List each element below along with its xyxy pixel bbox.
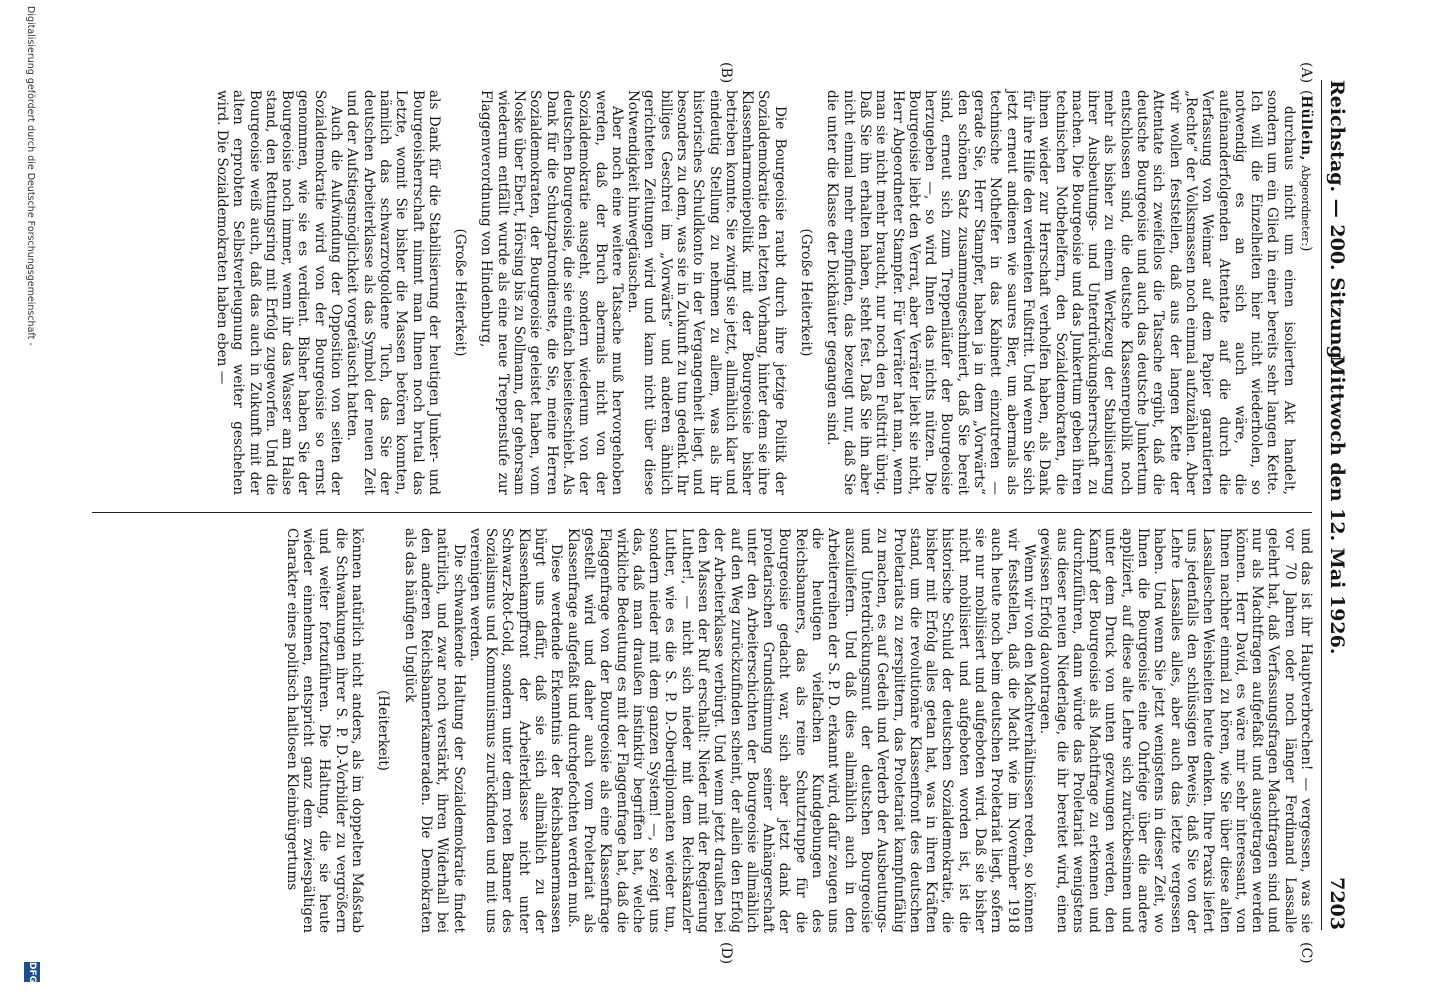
margin-letter-a: (A) [1298,62,1314,84]
running-head [1321,80,1350,930]
page-number: 7203 [1326,877,1348,930]
paragraph: Auch die Aufwindung der Opposition von seiten der Sozialdemokratie wird von der Bourgeoisie so ernst genommen, wie sie es verdient. Bisher haben Sie der Bourgeoisie noch immer, wenn ihr das Wasser am Halse stand, den Rettungsring mit Erfolg zugeworfen. Und die Bourgeoisie weiß auch, daß das auch in Zukunft mit der alten erprobten Selbstverleugnung weiter geschehen wird. Die Sozialdemokraten haben eben — [214,90,345,495]
speaker-line: (Hüllein, Abgeordneter:) [1298,90,1314,252]
paragraph: Aber noch eine weitere Tatsache muß hervorgehoben werden, daß der Bruch abermals nicht von der Sozialdemokratie ausgeht, sondern wiederum von der deutschen Bourgeoisie, die sie einfach beiseiteschiebt. Als Dank für die Schutzpatrondienste, die Sie, meine Herren Sozialdemokraten, der Bourgeoisie geleistet haben, vom Noske über Ebert, Hörsing bis zu Sollmann, der gehorsam wiederum entfällt wurde als eine neue Treppenstufe zur Flaggenverordnung von Hindenburg, [478,90,625,495]
paragraph: durchaus nicht um einen isolierten Akt handelt, sondern um ein Glied in einer bereits sehr langen Kette. Ich will die Einzelheiten hier nicht wiederholen, so notwendig es an sich auch wäre, die aufeinanderfolgenden Attentate auf die durch die Verfassung von Weimar auf dem Papier garantierten „Rechte“ der Volksmassen noch einmal aufzuzählen. Aber wir wollen feststellen, daß aus der langen Kette der Attentate sich zweifellos die Tatsache ergibt, daß die deutsche Bourgeoisie und auch das deutsche Junkertum entschlossen sind, die deutsche Klassenrepublik noch mehr als bisher zu einem Werkzeug der Stabilisierung ihrer Ausbeutungs- und Unterdrückungsherrschaft zu machen. Die Bourgeoisie und das Junkertum geben ihren technischen Notbehelfern, den Sozialdemokraten, die ihnen wieder zur Herrschaft verholfen haben, als Dank für ihre Hilfe den verdienten Fußtritt. Und wenn Sie sich jetzt erneut andienen wie saures Bier, um abermals als technische Nothelfer in das Kabinett einzutreten — gerade Sie, Herr Stampfer, haben ja in dem „Vorwärts“ den schönen Satz zusammengeschmiert, daß Sie bereit sind, erneut sich zum Treppenläufer der Bourgeoisie herzugeben —, so wird Ihnen das nichts nützen. Die Bourgeoisie liebt den Verrat, aber Verräter liebt sie nicht, Herr Abgeordneter Stampfer. Für Verräter hat man, wenn man sie nicht mehr braucht, nur noch den Fußtritt übrig. Daß Sie ihn erhalten haben, steht fest. Daß Sie ihn aber nicht einmal mehr empfinden, das bezeugt nur, daß Sie die unter die Klasse der Dickhäuter gegangen sind. [824,90,1297,495]
margin-letter-b: (B) [718,62,734,84]
left-column [214,90,1314,495]
paragraph: Die schwankende Haltung der Sozialdemokratie findet natürlich, und zwar noch verstärkt, ihren Widerhall bei den anderen Reichsbannerkameraden. Die Demokraten als das häufigen Unglück [401,528,467,933]
paragraph: als Dank für die Stabilisierung der heutigen Junker- und Bourgeoisherrschaft nimmt man Ihnen noch brutal das Letzte, womit Sie bisher die Massen betören konnten, nämlich das schwarzrotgoldene Tuch, das Sie der deutschen Arbeiterklasse als das Symbol der neuen Zeit und der Aufstiegsmöglichkeit vorgetäuscht hatten. [344,90,442,495]
paragraph: Diese werdende Erkenntnis der Reichsbannermassen bürgt uns dafür, daß sie sich allmählich zu der Klassenkampffront der Arbeiterklasse nicht unter Schwarz-Rot-Gold, sondern unter dem roten Banner des Sozialismus und Kommunismus zurückfinden und mit uns vereinigen werden. [466,528,565,933]
speaker-role: Abgeordneter: [1299,165,1312,247]
digitization-note [25,0,36,1000]
header-date: Mittwoch den 12. Mai 1926. [1326,355,1348,655]
interjection: (Heiterkeit) [375,690,392,771]
paragraph: Die Bourgeoisie raubt durch ihre jetzige Politik der Sozialdemokratie den letzten Vorhang, hinter dem sie ihre Klassenharmoniepolitik mit der Bourgeoisie bisher betrieben konnte. Sie zwingt sie jetzt, allmählich klar und eindeutig Stellung zu nehmen zu allem, was als ihr historisches Schuldkonto in der Vergangenheit liegt, und besonders zu dem, was sie in Zukunft zu tun gedenkt. Ihr billiges Geschrei im „Vorwärts“ und anderen ähnlich gerichteten Zeitungen wird und kann nicht über diese Notwendigkeit hinwegtäuschen. [625,90,788,495]
interjection: (Große Heiterkeit) [452,228,469,357]
paragraph: und das ist ihr Hauptverbrechen! — vergessen, was sie vor 70 Jahren oder noch länger Ferdinand Lassalle gelehrt hat, daß Verfassungsfragen Machtfragen sind und nur als Machtfragen aufgefaßt und ausgetragen werden können. Herr David, es wäre mir sehr interessant, von Ihnen nachher einmal zu hören, wie Sie über diese alten Lassalleschen Weisheiten heute denken. Ihre Praxis liefert uns jedenfalls den schlüssigen Beweis, daß Sie von der Lehre Lassalles alles, aber auch das letzte vergessen haben. Und wenn Sie jetzt wenigstens in dieser Zeit, wo Ihnen die Bourgeoisie eine Ohrfeige über die andere appliziert, auf diese alte Lehre sich zurückbesinnen und unter dem Druck von unten gezwungen werden, den Kampf der Bourgeoisie als Machtfrage zu erkennen und durchzuführen, dann würde das Proletariat wenigstens aus dieser neuen Niederlage, die ihr bereitet wird, einen gewissen Erfolg davontragen. [1037,528,1314,933]
speaker-name: Hüllein, [1298,95,1314,161]
header-left: Reichstag. — 200. Sitzung. [1326,80,1348,366]
margin-letter-c: (C) [1298,942,1314,964]
column-divider [92,512,1312,513]
dfg-logo: DFG [24,962,40,982]
footer-text: Digitalisierung gefördert durch die Deutsche Forschungsgemeinschaft - [25,6,36,346]
paragraph: Wenn wir von den Machtverhältnissen reden, so können wir feststellen, daß die Macht wie im November 1918 auch heute noch beim deutschen Proletariat liegt, sofern sie nur mobilisiert und aufgeboten wird. Daß sie bisher nicht mobilisiert und aufgeboten worden ist, ist die historische Schuld der deutschen Sozialdemokratie, die bisher mit Erfolg alles getan hat, was in ihren Kräften stand, um die revolutionäre Klassenfront des deutschen Proletariats zu zersplittern, das Proletariat kampfunfähig zu machen, es auf Gedeih und Verderb der Ausbeutungs- und Unterdrückungsmut der deutschen Bourgeoisie auszuliefern. Und daß dies allmählich auch in den Arbeiterreihen der S. P. D. erkannt wird, dafür zeugen uns die heutigen vielfachen Kundgebungen des Reichsbanners, das als reine Schutztruppe für die Bourgeoisie gedacht war, sich aber jetzt dank der proletarischen Grundstimmung seiner Anhängerschaft unter den Arbeiterschichten der Bourgeoisie allmählich auf den Weg zurückzufinden scheint, der allein den Erfolg der Arbeiterklasse verbürgt. Und wenn jetzt draußen bei den Massen der Ruf erschallt: Nieder mit der Regierung Luther!, — nicht sich nieder mit dem Reichskanzler Luther, wie es die S. P. D.-Oberdiplomaten wieder tun, sondern nieder mit dem ganzen System! —, so zeigt uns das, daß man draußen instinktiv begriffen hat, welche wirkliche Bedeutung es mit der Flaggenfrage hat, daß die Flaggenfrage von der Bourgeoisie als eine Klassenfrage gestellt wird und daher auch vom Proletariat als Klassenfrage aufgefaßt und durchgefochten werden muß. [564,528,1037,933]
margin-letter-d: (D) [718,942,734,965]
interjection: (Große Heiterkeit) [798,228,815,357]
paragraph: können natürlich nicht anders, als im doppelten Maßstab die Schwankungen ihrer S. P. D.-Vorbilder zu vergrößern und weiter fortzuführen. Die Haltung, die sie heute wieder einnehmen, entspricht ganz dem zwiespältigen Charakter eines politisch haltlosen Kleinbürgertums [283,528,366,933]
right-column [284,528,1314,933]
